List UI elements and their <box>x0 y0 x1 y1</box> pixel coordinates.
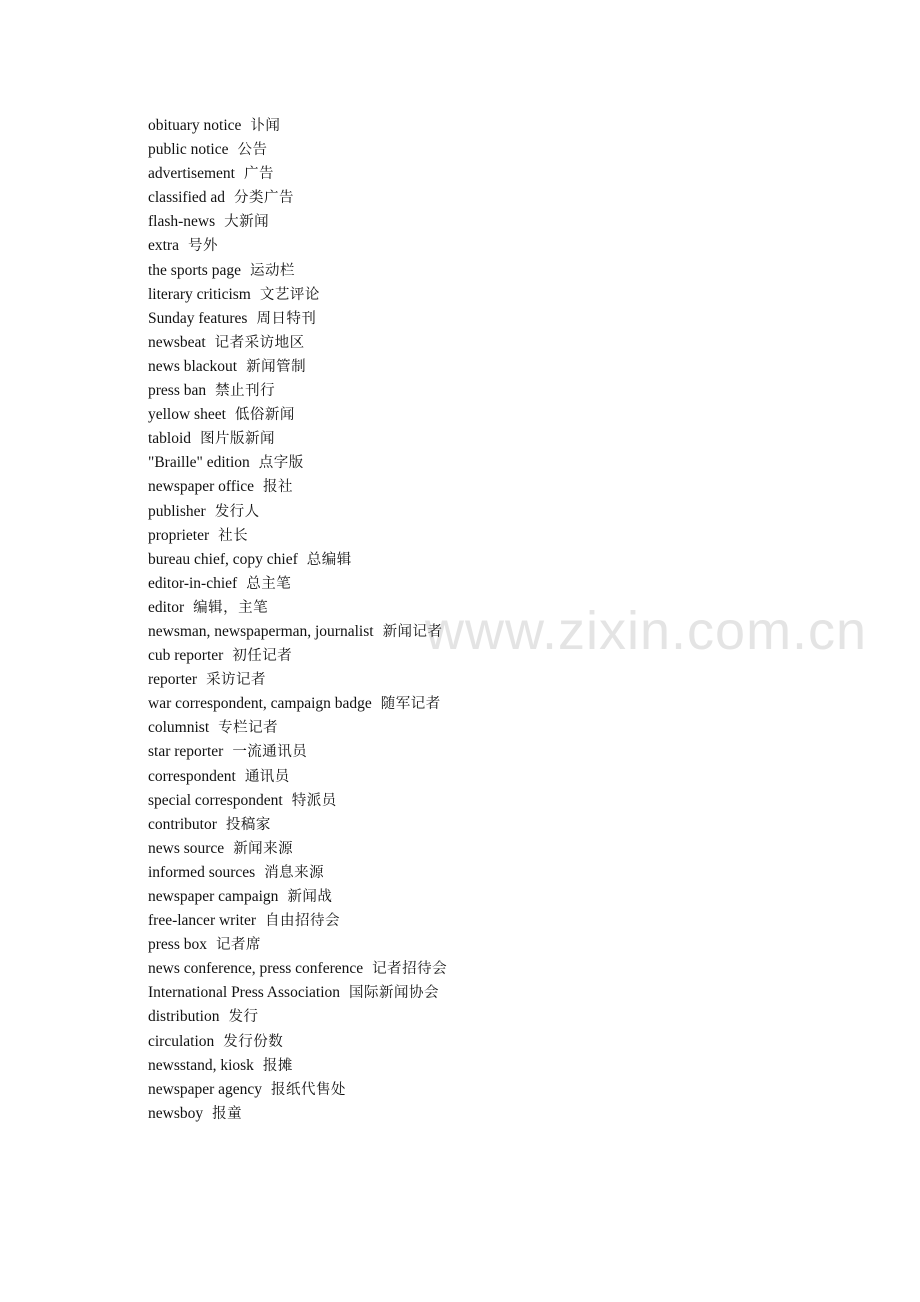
entry-term: informed sources <box>148 863 256 881</box>
glossary-entry <box>148 162 447 186</box>
entry-term: public notice <box>148 141 229 159</box>
entry-translation: 图片版新闻 <box>200 431 276 448</box>
glossary-entry <box>148 355 447 379</box>
entry-term: contributor <box>148 815 217 833</box>
entry-translation: 采访记者 <box>206 672 267 689</box>
entry-term: classified ad <box>148 189 226 207</box>
entry-translation: 总编辑 <box>306 551 352 568</box>
entry-term: International Press Association <box>148 984 340 1002</box>
entry-term: star reporter <box>148 743 224 761</box>
entry-translation: 通讯员 <box>244 768 290 785</box>
entry-translation: 自由招待会 <box>265 913 340 930</box>
glossary-entry <box>148 620 447 644</box>
entry-translation: 新闻来源 <box>233 840 294 857</box>
entry-translation: 随军记者 <box>380 696 441 713</box>
entry-term: obituary notice <box>148 117 242 134</box>
entry-translation: 发行 <box>228 1009 259 1026</box>
entry-term: Sunday features <box>148 309 248 327</box>
entry-translation: 消息来源 <box>264 864 325 881</box>
glossary-entry <box>148 1005 447 1029</box>
glossary-entry <box>148 765 447 789</box>
entry-term: advertisement <box>148 165 235 183</box>
entry-translation: 发行份数 <box>223 1033 284 1050</box>
glossary-entry <box>148 861 447 885</box>
glossary-entry <box>148 813 447 837</box>
glossary-entry <box>148 692 447 716</box>
entry-term: reporter <box>148 671 198 689</box>
entry-translation: 新闻记者 <box>382 623 443 640</box>
entry-term: distribution <box>148 1008 220 1026</box>
entry-term: literary criticism <box>148 285 251 303</box>
entry-term: news blackout <box>148 357 238 375</box>
glossary-entry <box>148 572 447 596</box>
entry-translation: 特派员 <box>291 792 337 809</box>
entry-translation: 禁止刊行 <box>215 383 276 400</box>
glossary-entry <box>148 500 447 524</box>
glossary-entry <box>148 933 447 957</box>
glossary-entry <box>148 210 447 234</box>
entry-term: free-lancer writer <box>148 912 256 930</box>
entry-term: newspaper campaign <box>148 888 279 905</box>
entry-translation: 记者席 <box>215 937 261 954</box>
entry-term: proprieter <box>148 526 210 544</box>
glossary-entry <box>148 331 447 355</box>
entry-translation: 点字版 <box>258 455 304 472</box>
glossary-entry <box>148 114 447 138</box>
entry-term: news conference, press conference <box>148 960 364 978</box>
glossary-entry <box>148 307 447 331</box>
glossary-entry <box>148 427 447 451</box>
glossary-entry <box>148 1078 447 1102</box>
entry-term: newsbeat <box>148 333 206 351</box>
entry-translation: 报童 <box>212 1105 243 1122</box>
entry-term: editor-in-chief <box>148 574 238 592</box>
watermark: www.zixin.com.cn <box>425 601 868 661</box>
entry-term: "Braille" edition <box>148 454 250 472</box>
entry-term: war correspondent, campaign badge <box>148 695 372 713</box>
entry-translation: 发行人 <box>214 503 260 520</box>
entry-translation: 新闻战 <box>287 889 333 905</box>
entry-term: cub reporter <box>148 647 224 665</box>
entry-term: publisher <box>148 502 206 520</box>
entry-translation: 运动栏 <box>249 262 295 279</box>
glossary-entry <box>148 668 447 692</box>
entry-translation: 初任记者 <box>232 648 293 665</box>
entry-term: the sports page <box>148 261 241 279</box>
glossary-entry <box>148 524 447 548</box>
entry-translation: 周日特刊 <box>256 310 317 327</box>
entry-translation: 记者招待会 <box>372 961 448 978</box>
entry-translation: 低俗新闻 <box>234 407 295 424</box>
entry-term: extra <box>148 237 179 255</box>
entry-translation: 广告 <box>243 166 274 183</box>
entry-term: newspaper agency <box>148 1080 263 1098</box>
glossary-entry <box>148 1102 447 1126</box>
glossary-entry <box>148 837 447 861</box>
entry-term: columnist <box>148 719 210 737</box>
glossary-entry <box>148 186 447 210</box>
glossary-entry <box>148 957 447 981</box>
entry-translation: 新闻管制 <box>246 358 307 375</box>
entry-translation: 记者采访地区 <box>214 334 305 351</box>
glossary-entry <box>148 234 447 258</box>
entry-term: newsstand, kiosk <box>148 1056 254 1074</box>
entry-translation: 讣闻 <box>250 118 281 134</box>
entry-term: correspondent <box>148 767 236 785</box>
entry-translation: 公告 <box>237 142 268 159</box>
entry-translation: 编辑，主笔 <box>193 599 269 616</box>
glossary-entry <box>148 283 447 307</box>
glossary-entry <box>148 789 447 813</box>
glossary-entry <box>148 596 447 620</box>
entry-translation: 国际新闻协会 <box>349 985 439 1002</box>
glossary-entry <box>148 138 447 162</box>
glossary-entry <box>148 475 447 499</box>
entry-term: newspaper office <box>148 478 255 496</box>
entry-term: circulation <box>148 1032 215 1050</box>
glossary-entry <box>148 1054 447 1078</box>
entry-translation: 专栏记者 <box>218 720 279 737</box>
glossary-entry <box>148 379 447 403</box>
glossary-entry <box>148 451 447 475</box>
entry-term: flash-news <box>148 213 216 231</box>
entry-translation: 投稿家 <box>225 816 271 833</box>
glossary-entry <box>148 403 447 427</box>
entry-translation: 报摊 <box>262 1057 293 1074</box>
entry-term: press ban <box>148 382 207 400</box>
glossary-entry <box>148 1030 447 1054</box>
glossary-entry <box>148 740 447 764</box>
glossary-list <box>148 114 447 1126</box>
entry-term: bureau chief, copy chief <box>148 550 298 568</box>
entry-term: newsman, newspaperman, journalist <box>148 622 374 640</box>
entry-term: editor <box>148 598 185 616</box>
entry-translation: 总主笔 <box>246 575 292 592</box>
entry-translation: 大新闻 <box>224 214 270 231</box>
glossary-entry <box>148 716 447 740</box>
entry-term: special correspondent <box>148 791 283 809</box>
entry-term: yellow sheet <box>148 406 226 424</box>
entry-term: press box <box>148 936 207 954</box>
glossary-entry <box>148 981 447 1005</box>
entry-term: tabloid <box>148 430 192 448</box>
glossary-entry <box>148 909 447 933</box>
entry-translation: 号外 <box>187 238 218 255</box>
entry-translation: 分类广告 <box>234 190 295 207</box>
entry-translation: 报社 <box>263 479 294 496</box>
entry-term: news source <box>148 839 225 857</box>
entry-translation: 一流通讯员 <box>232 744 308 761</box>
glossary-entry <box>148 548 447 572</box>
glossary-entry <box>148 644 447 668</box>
entry-translation: 社长 <box>218 527 249 544</box>
entry-translation: 文艺评论 <box>259 286 320 303</box>
entry-translation: 报纸代售处 <box>271 1081 347 1098</box>
glossary-entry <box>148 885 447 909</box>
glossary-entry <box>148 259 447 283</box>
entry-term: newsboy <box>148 1104 204 1122</box>
